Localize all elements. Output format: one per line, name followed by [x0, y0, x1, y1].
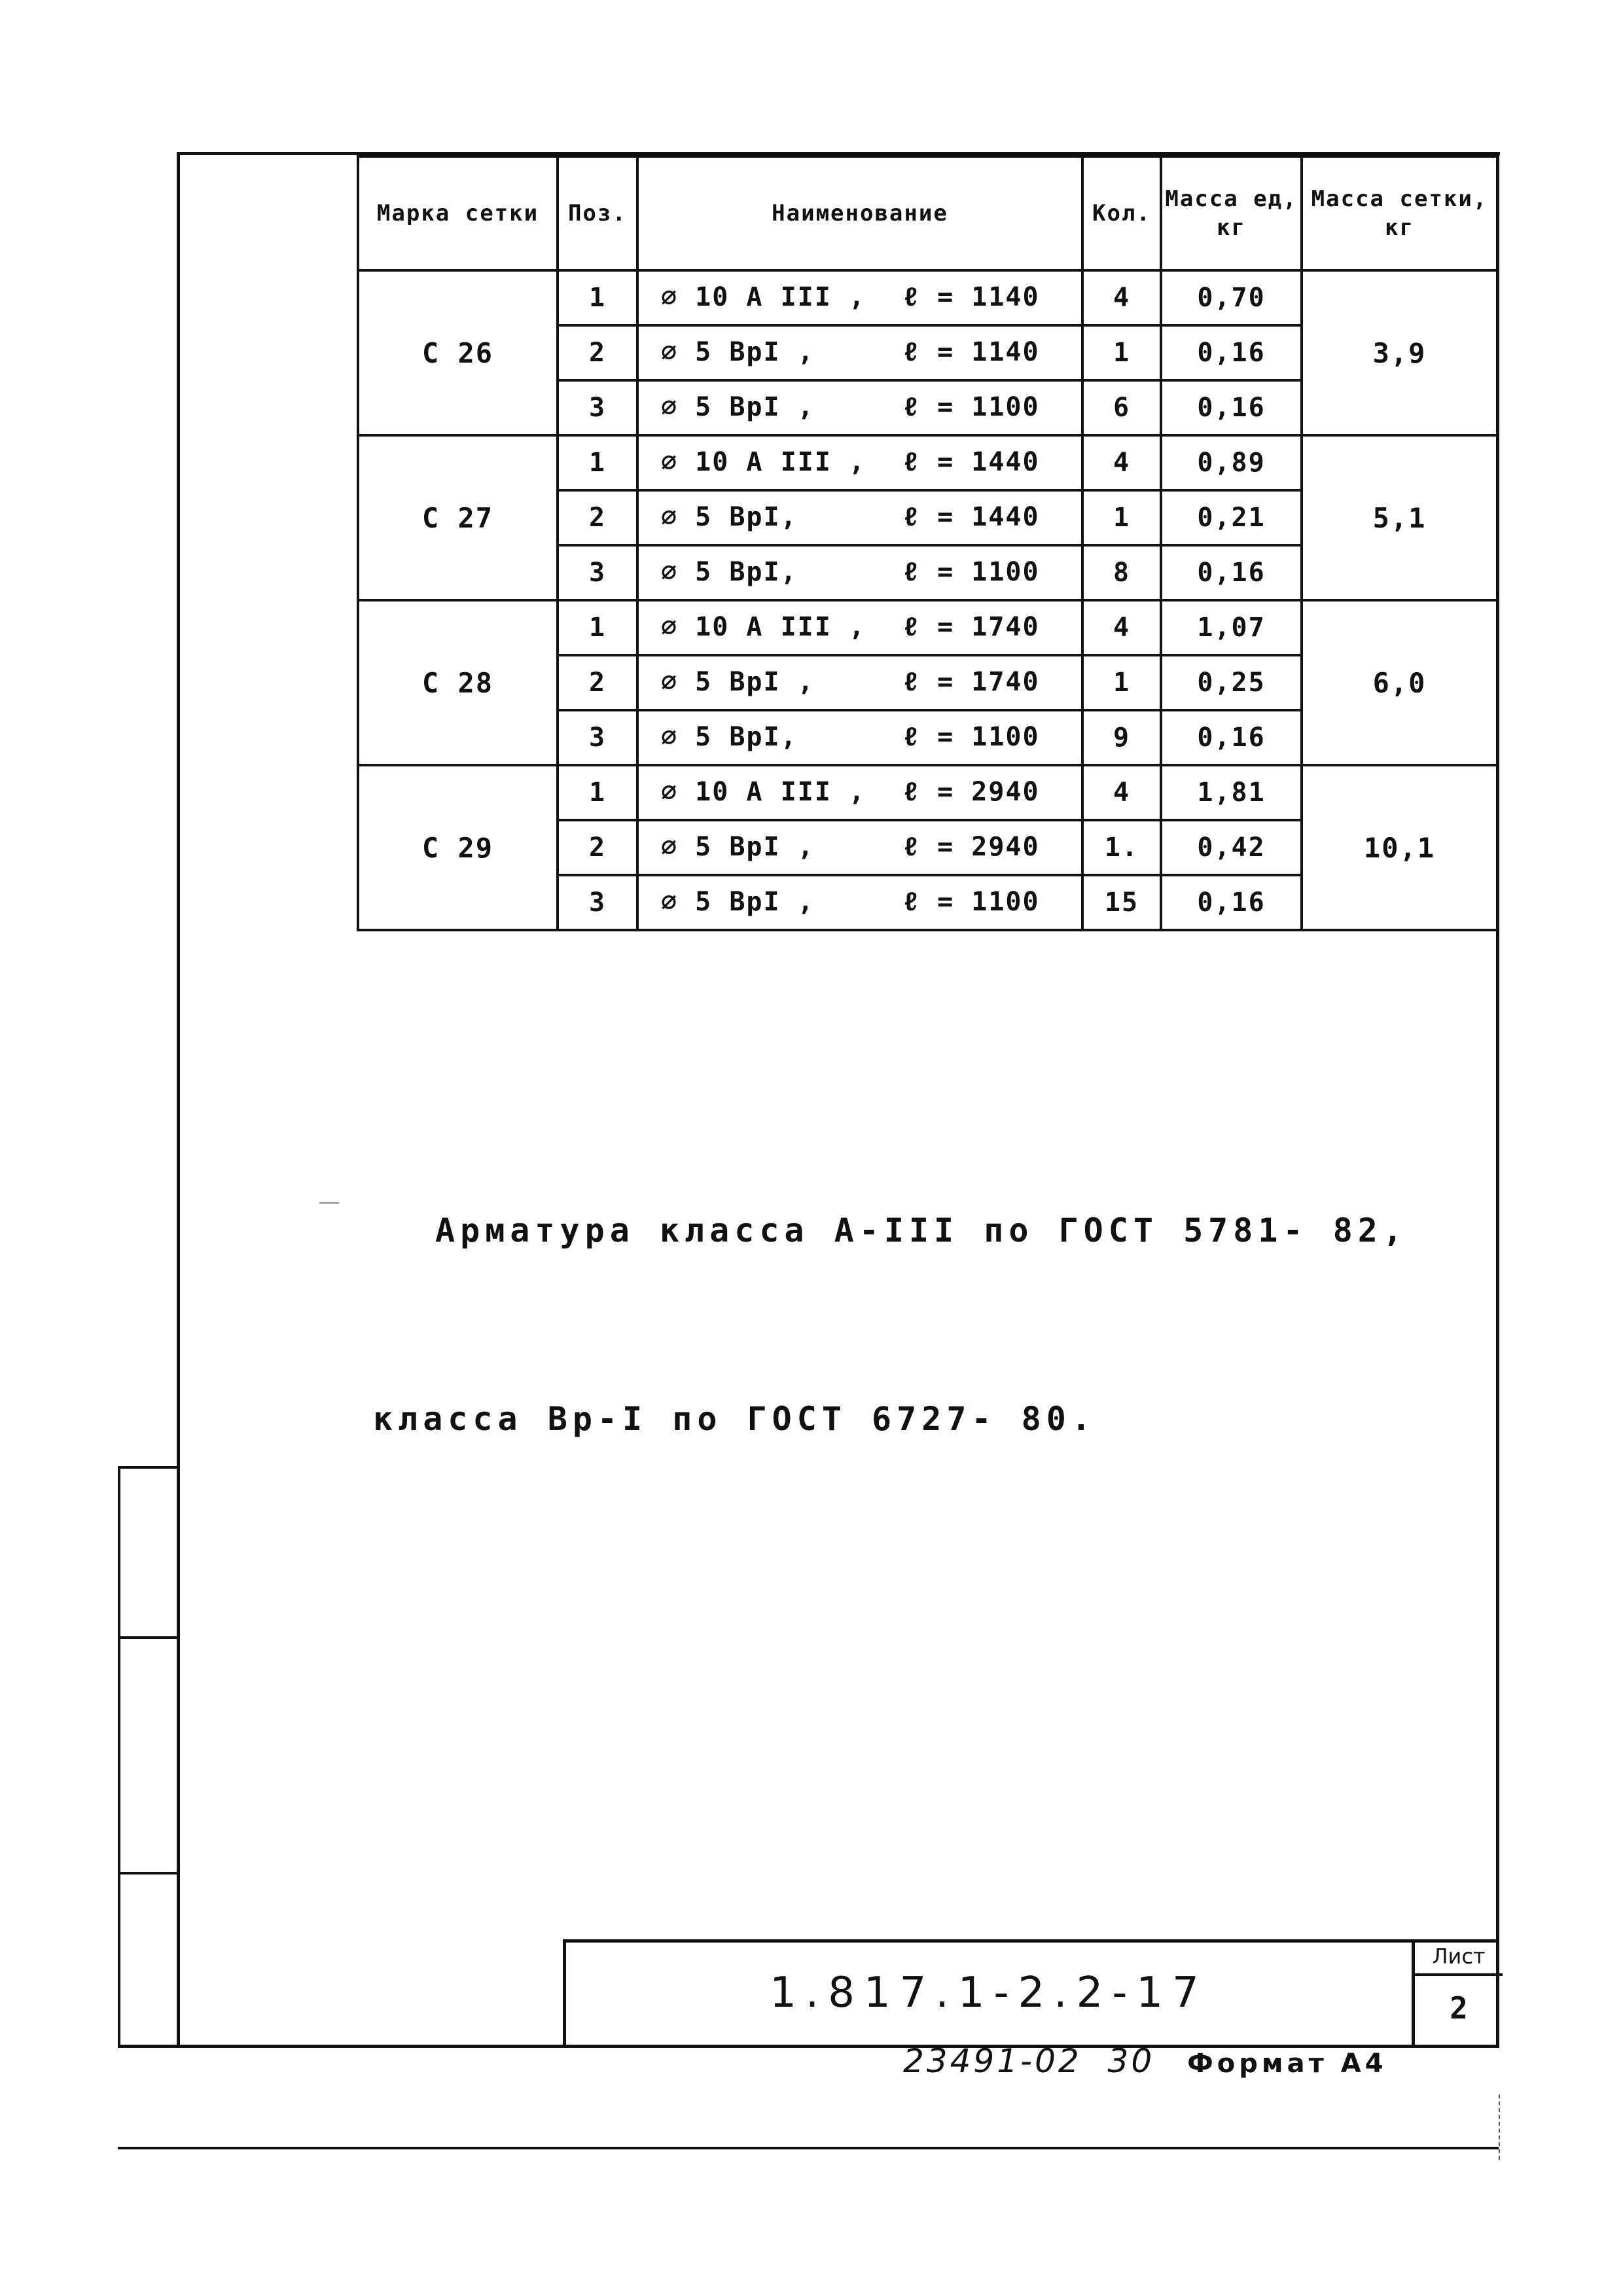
bar-length: ℓ = 1100 [903, 391, 1040, 422]
bar-diameter-class: ⌀ 5 ВрI, [661, 501, 798, 532]
header-qty: Кол. [1082, 156, 1161, 270]
note-line-2: класса Вр-I по ГОСТ 6727- 80. [373, 1400, 1096, 1438]
position-cell: 1 [558, 600, 637, 655]
position-cell: 2 [558, 325, 637, 380]
unit-mass-cell: 0,16 [1161, 325, 1302, 380]
note-line-1: Арматура класса А-III по ГОСТ 5781- 82, [435, 1211, 1408, 1249]
bar-diameter-class: ⌀ 5 ВрI, [661, 556, 798, 587]
bar-diameter-class: ⌀ 5 ВрI , [661, 886, 815, 917]
quantity-cell: 8 [1082, 545, 1161, 600]
position-cell: 3 [558, 875, 637, 930]
position-cell: 2 [558, 490, 637, 545]
quantity-cell: 4 [1082, 270, 1161, 325]
bar-length: ℓ = 1100 [903, 886, 1040, 917]
header-mark: Марка сетки [358, 156, 558, 270]
header-mesh-mass: Масса сетки, кг [1302, 156, 1497, 270]
position-cell: 2 [558, 820, 637, 875]
bar-length: ℓ = 1440 [903, 501, 1040, 532]
name-cell [637, 325, 1082, 380]
footer [903, 2042, 1387, 2080]
table-row [358, 435, 1497, 490]
quantity-cell: 4 [1082, 435, 1161, 490]
bar-length: ℓ = 1140 [903, 281, 1040, 312]
unit-mass-cell: 1,81 [1161, 765, 1302, 820]
mesh-mark-cell: С 26 [358, 270, 558, 435]
scan-mark [319, 1202, 339, 1204]
mesh-mark-cell: С 27 [358, 435, 558, 600]
name-cell [637, 710, 1082, 765]
unit-mass-cell: 0,42 [1161, 820, 1302, 875]
bar-diameter-class: ⌀ 10 А III , [661, 446, 866, 477]
position-cell: 2 [558, 655, 637, 710]
position-cell: 3 [558, 545, 637, 600]
quantity-cell: 4 [1082, 600, 1161, 655]
paper-format: Формат А4 [1187, 2049, 1387, 2079]
position-cell: 3 [558, 380, 637, 435]
mesh-mark-cell: С 28 [358, 600, 558, 765]
quantity-cell: 1 [1082, 655, 1161, 710]
reinforcement-note [373, 1073, 1420, 1513]
name-cell [637, 820, 1082, 875]
unit-mass-cell: 0,16 [1161, 380, 1302, 435]
bar-length: ℓ = 1740 [903, 611, 1040, 642]
bar-diameter-class: ⌀ 10 А III , [661, 611, 866, 642]
quantity-cell: 9 [1082, 710, 1161, 765]
unit-mass-cell: 0,16 [1161, 545, 1302, 600]
bar-diameter-class: ⌀ 5 ВрI , [661, 831, 815, 862]
bar-diameter-class: ⌀ 5 ВрI , [661, 336, 815, 367]
table-row [358, 765, 1497, 820]
bar-length: ℓ = 1740 [903, 666, 1040, 697]
mesh-mass-cell: 10,1 [1302, 765, 1497, 930]
name-cell [637, 380, 1082, 435]
bar-diameter-class: ⌀ 10 А III , [661, 281, 866, 312]
quantity-cell: 15 [1082, 875, 1161, 930]
quantity-cell: 1 [1082, 490, 1161, 545]
sheet-label: Лист [1415, 1939, 1503, 1976]
quantity-cell: 4 [1082, 765, 1161, 820]
unit-mass-cell: 0,25 [1161, 655, 1302, 710]
name-cell [637, 435, 1082, 490]
position-cell: 3 [558, 710, 637, 765]
quantity-cell: 6 [1082, 380, 1161, 435]
quantity-cell: 1 [1082, 325, 1161, 380]
title-block [563, 1939, 1499, 2048]
name-cell [637, 765, 1082, 820]
position-cell: 1 [558, 435, 637, 490]
bar-diameter-class: ⌀ 5 ВрI, [661, 721, 798, 752]
header-pos: Поз. [558, 156, 637, 270]
header-unit-mass: Масса ед, кг [1161, 156, 1302, 270]
binding-strip [118, 1466, 179, 2045]
bar-diameter-class: ⌀ 5 ВрI , [661, 391, 815, 422]
crop-mark [1499, 2094, 1500, 2160]
name-cell [637, 270, 1082, 325]
sheet-number: 2 [1450, 1990, 1468, 2026]
unit-mass-cell: 0,16 [1161, 710, 1302, 765]
table-row [358, 600, 1497, 655]
binding-strip-line [120, 1466, 179, 1469]
bar-length: ℓ = 2940 [903, 776, 1040, 807]
document-code: 1.817.1-2.2-17 [770, 1969, 1208, 2017]
bar-length: ℓ = 2940 [903, 831, 1040, 862]
name-cell [637, 875, 1082, 930]
reinforcement-spec-table [357, 155, 1499, 931]
name-cell [637, 545, 1082, 600]
unit-mass-cell: 0,89 [1161, 435, 1302, 490]
page-trim-line [118, 2147, 1499, 2149]
mesh-mark-cell: С 29 [358, 765, 558, 930]
mesh-mass-cell: 6,0 [1302, 600, 1497, 765]
header-name: Наименование [637, 156, 1082, 270]
bar-length: ℓ = 1140 [903, 336, 1040, 367]
name-cell [637, 600, 1082, 655]
unit-mass-cell: 0,70 [1161, 270, 1302, 325]
unit-mass-cell: 0,21 [1161, 490, 1302, 545]
position-cell: 1 [558, 765, 637, 820]
unit-mass-cell: 0,16 [1161, 875, 1302, 930]
bar-diameter-class: ⌀ 10 А III , [661, 776, 866, 807]
name-cell [637, 490, 1082, 545]
bar-length: ℓ = 1440 [903, 446, 1040, 477]
archive-number: 23491-02 30 [903, 2042, 1155, 2080]
quantity-cell: 1. [1082, 820, 1161, 875]
position-cell: 1 [558, 270, 637, 325]
bar-length: ℓ = 1100 [903, 556, 1040, 587]
binding-strip-line [120, 1872, 179, 1874]
mesh-mass-cell: 5,1 [1302, 435, 1497, 600]
bar-length: ℓ = 1100 [903, 721, 1040, 752]
binding-strip-line [120, 1636, 179, 1639]
sheet-box [1412, 1939, 1503, 2048]
name-cell [637, 655, 1082, 710]
unit-mass-cell: 1,07 [1161, 600, 1302, 655]
table-row [358, 270, 1497, 325]
mesh-mass-cell: 3,9 [1302, 270, 1497, 435]
bar-diameter-class: ⌀ 5 ВрI , [661, 666, 815, 697]
